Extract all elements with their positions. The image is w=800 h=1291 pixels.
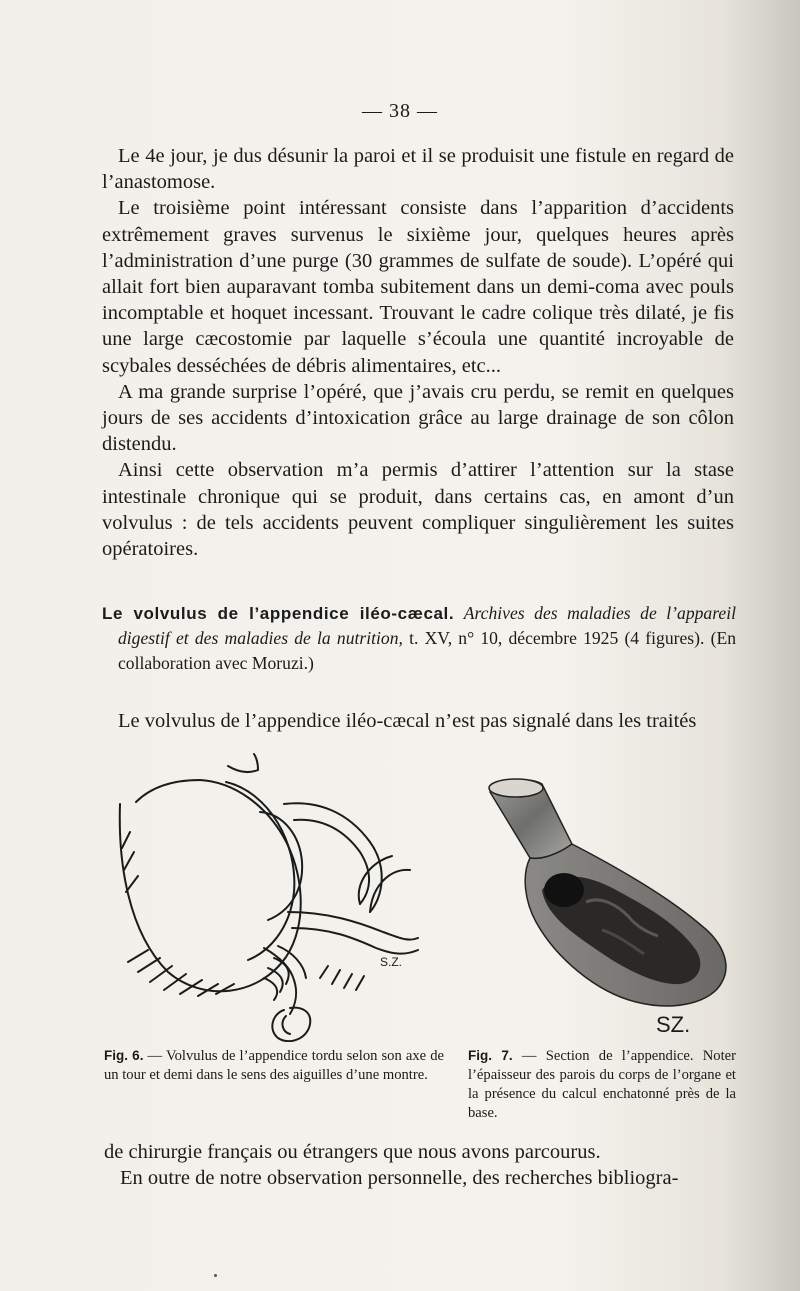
figure-7-illustration: [476, 770, 738, 1040]
paragraph: de chirurgie français ou étrangers que nous avons parcourus.: [104, 1141, 601, 1163]
paragraph: Le troisième point intéressant consiste dans l’apparition d’accidents extrêmement graves survenus le sixième jour, quelques heures après l’administration d’une purge (30 grammes de sulfate de soude). L’opéré qui allait fort bien auparavant tomba subitement dans un demi-coma avec pouls incomptable et hoquet incessant. Trouvant le cadre colique très dilaté, je fis une large cæcostomie par laquelle s’écoula une quantité incroyable de scybales desséchées de débris alimentaires, etc...: [102, 197, 734, 377]
reference-details: t. XV, n° 10, décembre 1925 (4 figures). (En collaboration avec Moruzi.): [118, 628, 736, 673]
figure-7-caption: [468, 1046, 736, 1123]
figure-6-label: Fig. 6.: [104, 1048, 144, 1063]
figure-6-caption-text: — Volvulus de l’appendice tordu selon son axe de un tour et demi dans le sens des aiguilles d’une montre.: [104, 1048, 444, 1083]
reference-title: Le volvulus de l’appendice iléo-cæcal.: [102, 604, 455, 623]
figure-6-illustration: [108, 752, 438, 1042]
paragraph: En outre de notre observation personnelle, des recherches bibliogra-: [120, 1167, 679, 1190]
bibliographic-reference: [102, 601, 736, 676]
paragraph: A ma grande surprise l’opéré, que j’avais cru perdu, se remit en quelques jours de ses accidents d’intoxication grâce au large drainage de son côlon distendu.: [102, 380, 734, 456]
figure-6-caption: [104, 1046, 444, 1085]
body-text-top: [102, 143, 734, 562]
body-text-bottom: [104, 1139, 734, 1191]
paragraph: Ainsi cette observation m’a permis d’attirer l’attention sur la stase intestinale chronique qui se produit, dans certains cas, en amont d’un volvulus : de tels accidents peuvent compliquer singulièrement les suites opératoires.: [102, 459, 734, 561]
paragraph: Le 4e jour, je dus désunir la paroi et il se produisit une fistule en regard de l’anastomose.: [102, 145, 734, 194]
figure-7-label: Fig. 7.: [468, 1048, 513, 1063]
figure-7-signature: SZ.: [656, 1012, 691, 1037]
figure-7-caption-text: — Section de l’appendice. Noter l’épaisseur des parois du corps de l’organe et la présence du calcul enchatonné près de la base.: [468, 1048, 736, 1121]
reference-entry: [102, 601, 736, 676]
paragraph-intro-line: Le volvulus de l’appendice iléo-cæcal n’est pas signalé dans les traités: [118, 710, 697, 732]
reference-journal: Archives des maladies de l’appareil digestif et des maladies de la nutrition,: [118, 603, 736, 648]
page-speck: [214, 1274, 217, 1277]
figure-6-signature: S.Z.: [380, 955, 403, 969]
page-number: — 38 —: [362, 100, 438, 122]
